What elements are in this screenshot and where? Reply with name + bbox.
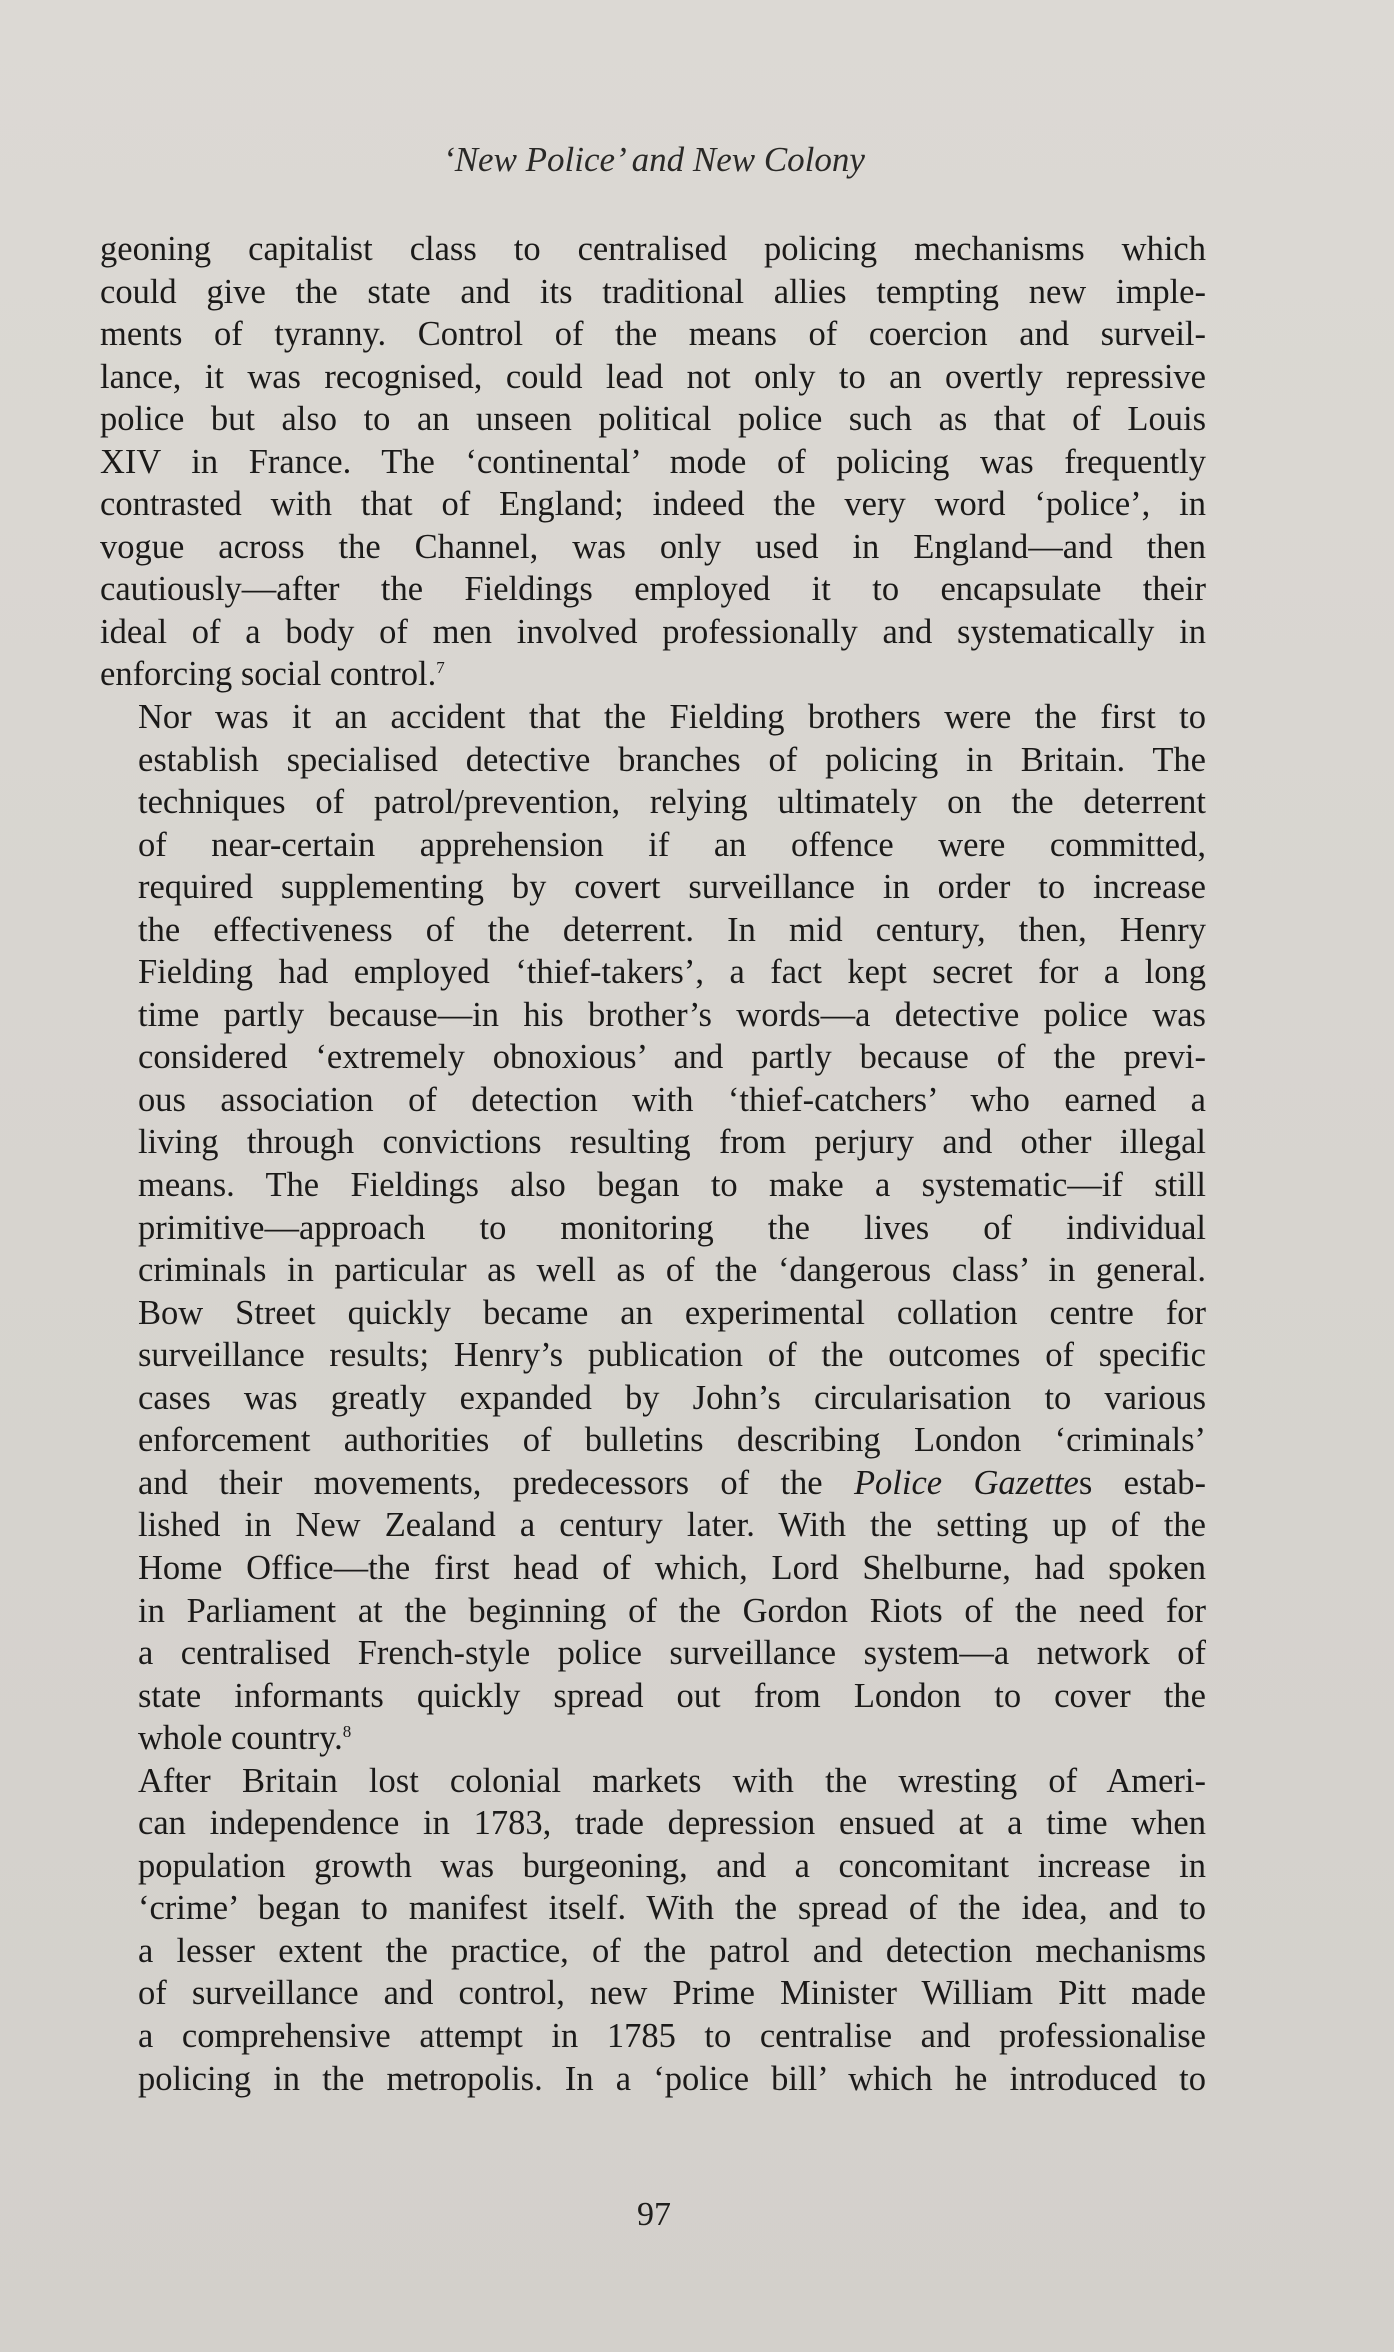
- text-line: required supplementing by covert surveillance in order to increase: [138, 868, 1206, 907]
- italic-title: Police Gazette: [853, 1463, 1079, 1502]
- text-fragment: whole country.: [138, 1719, 343, 1758]
- text-line: [100, 653, 1206, 696]
- text-line: ‘crime’ began to manifest itself. With the spread of the idea, and to: [138, 1889, 1206, 1928]
- text-line: vogue across the Channel, was only used in England—and then: [100, 527, 1206, 566]
- text-line: cases was greatly expanded by John’s circularisation to various: [138, 1378, 1206, 1417]
- text-fragment: enforcing social control.: [100, 655, 437, 694]
- text-line: a centralised French-style police surveillance system—a network of: [138, 1634, 1206, 1673]
- paragraph-2: [100, 696, 1206, 1760]
- text-line: primitive—approach to monitoring the lives of individual: [138, 1208, 1206, 1247]
- text-line: can independence in 1783, trade depression ensued at a time when: [138, 1804, 1206, 1843]
- page-number: 97: [637, 2196, 671, 2233]
- text-fragment: and their movements, predecessors of the: [138, 1463, 854, 1502]
- text-line: ideal of a body of men involved professionally and systematically in: [100, 612, 1206, 651]
- text-line: cautiously—after the Fieldings employed it to encapsulate their: [100, 570, 1206, 609]
- text-line: state informants quickly spread out from London to cover the: [138, 1676, 1206, 1715]
- text-line: contrasted with that of England; indeed the very word ‘police’, in: [100, 485, 1206, 524]
- text-line: means. The Fieldings also began to make a systematic—if still: [138, 1166, 1206, 1205]
- text-line: lished in New Zealand a century later. With the setting up of the: [138, 1506, 1206, 1545]
- text-line: criminals in particular as well as of the ‘dangerous class’ in general.: [138, 1251, 1206, 1290]
- text-line: the effectiveness of the deterrent. In mid century, then, Henry: [138, 910, 1206, 949]
- text-line: could give the state and its traditional allies tempting new imple-: [100, 272, 1206, 311]
- text-line: Home Office—the first head of which, Lord Shelburne, had spoken: [138, 1548, 1206, 1587]
- text-fragment: s estab-: [1078, 1463, 1206, 1502]
- footnote-marker: 7: [436, 658, 445, 678]
- text-line: XIV in France. The ‘continental’ mode of policing was frequently: [100, 442, 1206, 481]
- text-line: in Parliament at the beginning of the Gordon Riots of the need for: [138, 1591, 1206, 1630]
- text-line: surveillance results; Henry’s publication of the outcomes of specific: [138, 1336, 1206, 1375]
- text-line: enforcement authorities of bulletins describing London ‘criminals’: [138, 1421, 1206, 1460]
- text-line: Nor was it an accident that the Fielding brothers were the first to: [138, 698, 1206, 737]
- paragraph-3: [100, 1760, 1206, 2100]
- text-line: time partly because—in his brother’s words—a detective police was: [138, 995, 1206, 1034]
- text-line: ous association of detection with ‘thief-catchers’ who earned a: [138, 1080, 1206, 1119]
- text-line: of surveillance and control, new Prime Minister William Pitt made: [138, 1974, 1206, 2013]
- text-line: Bow Street quickly became an experimental collation centre for: [138, 1293, 1206, 1332]
- paragraph-1: [100, 228, 1206, 696]
- text-line: lance, it was recognised, could lead not only to an overtly repressive: [100, 357, 1206, 396]
- text-line: Fielding had employed ‘thief-takers’, a fact kept secret for a long: [138, 953, 1206, 992]
- text-line: a comprehensive attempt in 1785 to centralise and professionalise: [138, 2016, 1206, 2055]
- text-line: police but also to an unseen political police such as that of Louis: [100, 400, 1206, 439]
- text-line: After Britain lost colonial markets with the wresting of Ameri-: [138, 1761, 1206, 1800]
- text-line: policing in the metropolis. In a ‘police bill’ which he introduced to: [138, 2059, 1206, 2098]
- text-line: techniques of patrol/prevention, relying ultimately on the deterrent: [138, 783, 1206, 822]
- footnote-marker: 8: [342, 1722, 352, 1742]
- text-line: ments of tyranny. Control of the means of coercion and surveil-: [100, 315, 1206, 354]
- text-line: population growth was burgeoning, and a concomitant increase in: [138, 1846, 1206, 1885]
- text-line: living through convictions resulting from perjury and other illegal: [138, 1123, 1206, 1162]
- text-line: establish specialised detective branches of policing in Britain. The: [138, 740, 1206, 779]
- text-line: geoning capitalist class to centralised policing mechanisms which: [100, 230, 1206, 268]
- body-text: [100, 228, 1206, 2100]
- text-line: [100, 1717, 1206, 1760]
- text-line: of near-certain apprehension if an offence were committed,: [138, 825, 1206, 864]
- running-head: ‘New Police’ and New Colony: [443, 140, 865, 179]
- text-line: considered ‘extremely obnoxious’ and partly because of the previ-: [138, 1038, 1206, 1077]
- text-line: a lesser extent the practice, of the patrol and detection mechanisms: [138, 1931, 1206, 1970]
- text-line: [100, 1462, 1206, 1505]
